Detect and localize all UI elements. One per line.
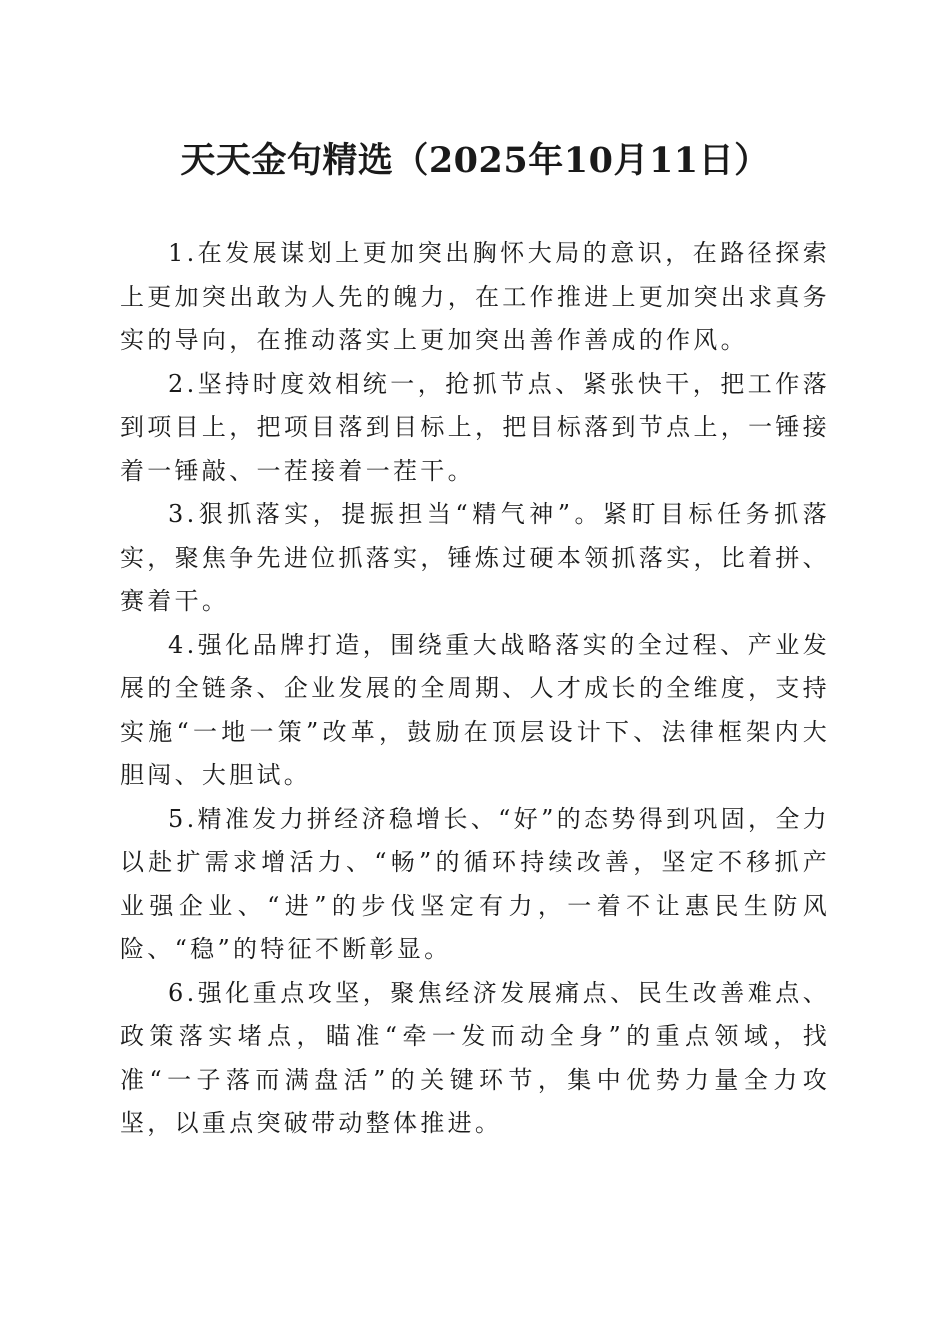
paragraph-5: 5.精准发力拼经济稳增长、“好”的态势得到巩固，全力以赴扩需求增活力、“畅”的循环持续改善，坚定不移抓产业强企业、“进”的步伐坚定有力，一着不让惠民生防风险、“稳”的特征不断彰显。: [120, 804, 830, 963]
paragraph-2: 2.坚持时度效相统一，抢抓节点、紧张快干，把工作落到项目上，把项目落到目标上，把目标落到节点上，一锤接着一锤敲、一茬接着一茬干。: [120, 369, 830, 485]
document-title: 天天金句精选（2025年10月11日）: [180, 140, 770, 181]
document-body: [120, 232, 830, 1146]
paragraph-4: 4.强化品牌打造，围绕重大战略落实的全过程、产业发展的全链条、企业发展的全周期、人才成长的全维度，支持实施“一地一策”改革，鼓励在顶层设计下、法律框架内大胆闯、大胆试。: [120, 630, 830, 789]
paragraph-3: 3.狠抓落实，提振担当“精气神”。紧盯目标任务抓落实，聚焦争先进位抓落实，锤炼过硬本领抓落实，比着拼、赛着干。: [120, 500, 830, 615]
paragraph-6: 6.强化重点攻坚，聚焦经济发展痛点、民生改善难点、政策落实堵点，瞄准“牵一发而动全身”的重点领域，找准“一子落而满盘活”的关键环节，集中优势力量全力攻坚，以重点突破带动整体推进。: [120, 978, 830, 1137]
paragraph-1: 1.在发展谋划上更加突出胸怀大局的意识，在路径探索上更加突出敢为人先的魄力，在工作推进上更加突出求真务实的导向，在推动落实上更加突出善作善成的作风。: [120, 239, 830, 354]
